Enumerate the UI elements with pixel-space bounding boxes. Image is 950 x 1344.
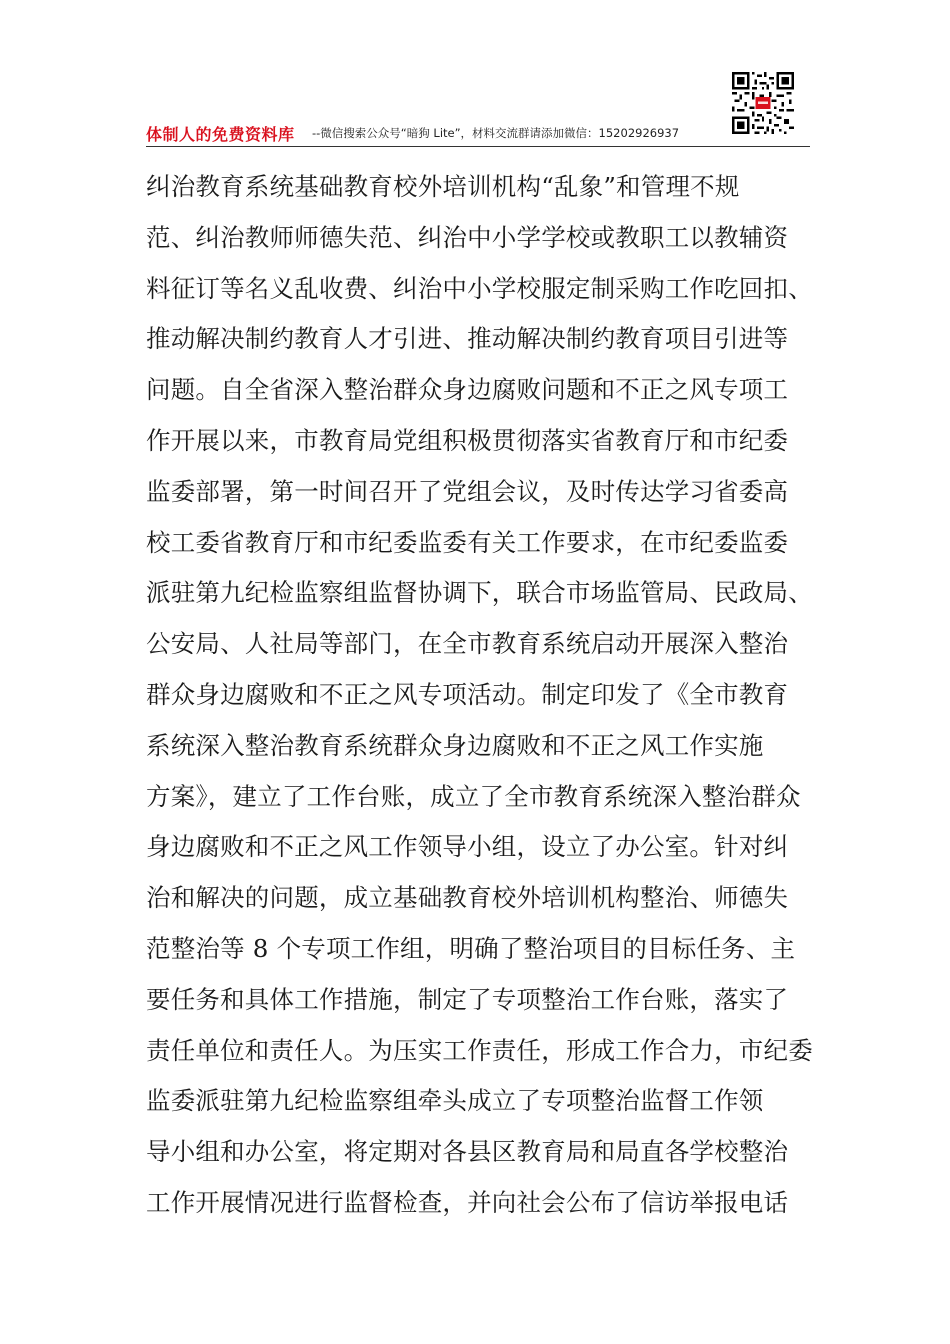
- text-line: 工作开展情况进行监督检查，并向社会公布了信访举报电话: [146, 1187, 789, 1217]
- text-line: 责任单位和责任人。为压实工作责任，形成工作合力，市纪委: [146, 1035, 813, 1065]
- brand-title: 体制人的免费资料库: [146, 125, 295, 144]
- text-line: 纠治教育系统基础教育校外培训机构“乱象”和管理不规: [146, 172, 740, 201]
- text-line: 监委派驻第九纪检监察组牵头成立了专项整治监督工作领: [146, 1086, 764, 1116]
- text-line: 系统深入整治教育系统群众身边腐败和不正之风工作实施: [146, 730, 764, 760]
- text-line: 导小组和办公室，将定期对各县区教育局和局直各学校整治: [146, 1137, 789, 1167]
- text-line: 推动解决制约教育人才引进、推动解决制约教育项目引进等: [146, 324, 789, 354]
- text-line: 派驻第九纪检监察组监督协调下，联合市场监管局、民政局、: [146, 578, 813, 608]
- document-body: [146, 162, 826, 1229]
- text-line: 作开展以来，市教育局党组积极贯彻落实省教育厅和市纪委: [146, 425, 789, 455]
- header-note: --微信搜索公众号“暗狗 Lite”，材料交流群请添加微信：15202926937: [312, 126, 680, 140]
- text-line: 身边腐败和不正之风工作领导小组，设立了办公室。针对纠: [146, 832, 789, 862]
- text-line: 范整治等 8 个专项工作组，明确了整治项目的目标任务、主: [146, 933, 796, 963]
- text-line: 料征订等名义乱收费、纠治中小学校服定制采购工作吃回扣、: [146, 273, 813, 303]
- text-line: 方案》，建立了工作台账，成立了全市教育系统深入整治群众: [146, 781, 801, 811]
- text-line: 治和解决的问题，成立基础教育校外培训机构整治、师德失: [146, 883, 789, 913]
- text-line: 问题。自全省深入整治群众身边腐败问题和不正之风专项工: [146, 375, 789, 405]
- text-line: 群众身边腐败和不正之风专项活动。制定印发了《全市教育: [146, 679, 789, 709]
- text-line: 校工委省教育厅和市纪委监委有关工作要求，在市纪委监委: [146, 527, 789, 557]
- page-header: [146, 118, 786, 148]
- text-line: 公安局、人社局等部门，在全市教育系统启动开展深入整治: [146, 629, 789, 659]
- text-line: 范、纠治教师师德失范、纠治中小学学校或教职工以教辅资: [146, 222, 789, 252]
- text-line: 要任务和具体工作措施，制定了专项整治工作台账，落实了: [146, 984, 789, 1014]
- text-line: 监委部署，第一时间召开了党组会议，及时传达学习省委高: [146, 476, 789, 506]
- header-divider: [146, 146, 810, 147]
